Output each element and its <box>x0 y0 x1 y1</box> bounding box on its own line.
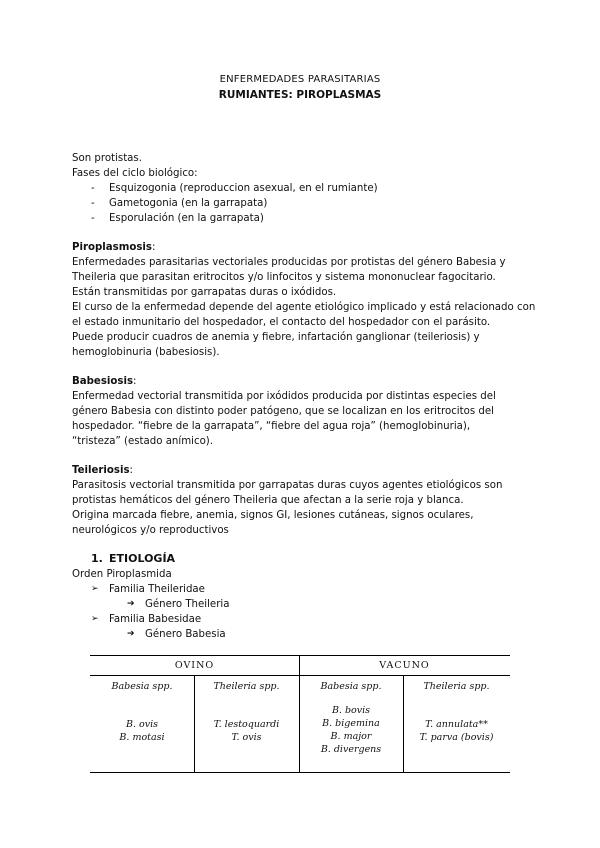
table-cell: T. lestoquardi <box>213 719 280 730</box>
piroplasmosis-line: Theileria que parasitan eritrocitos y/o linfocitos y sistema mononuclear fagocitario. <box>72 272 496 283</box>
piroplasmosis-line: hemoglobinuria (babesiosis). <box>72 347 220 358</box>
phase-item: Esquizogonia (reproduccion asexual, en el rumiante) <box>109 183 378 194</box>
teileriosis-line: neurológicos y/o reproductivos <box>72 525 229 536</box>
genus-item: Género Babesia <box>145 629 226 640</box>
table-cell: B. bigemina <box>322 718 380 729</box>
genus-item: Género Theileria <box>145 599 230 610</box>
family-item: Familia Babesidae <box>109 614 202 625</box>
dash-icon: - <box>91 213 95 224</box>
section-number: 1. <box>91 552 103 565</box>
piroplasmosis-line: Enfermedades parasitarias vectoriales producidas por protistas del género Babesia y <box>72 257 506 268</box>
orden-line: Orden Piroplasmida <box>72 569 172 580</box>
table-cell: B. motasi <box>119 732 165 743</box>
teileriosis-line: protistas hemáticos del género Theileria que afectan a la serie roja y blanca. <box>72 495 464 506</box>
table-divider <box>90 675 510 676</box>
piroplasmosis-label: Piroplasmosis <box>72 242 152 253</box>
arrowhead-bullet-icon: ➢ <box>91 614 99 624</box>
intro-line-1: Son protistas. <box>72 153 142 164</box>
table-cell: T. annulata** <box>425 719 488 730</box>
babesiosis-line: “tristeza” (estado anímico). <box>72 436 214 447</box>
piroplasmosis-heading: Piroplasmosis: <box>72 242 156 253</box>
teileriosis-label: Teileriosis <box>72 465 130 476</box>
piroplasmosis-line: Están transmitidas por garrapatas duras o ixódidos. <box>72 287 337 298</box>
babesiosis-line: hospedador. “fiebre de la garrapata”, “fiebre del agua roja” (hemoglobinuria), <box>72 421 471 432</box>
babesiosis-line: Enfermedad vectorial transmitida por ixódidos producida por distintas especies del <box>72 391 496 402</box>
intro-line-2: Fases del ciclo biológico: <box>72 168 198 179</box>
table-cell: B. divergens <box>320 744 382 755</box>
table-group-header-ovino: OVINO <box>174 660 215 671</box>
table-cell: T. parva (bovis) <box>419 732 494 743</box>
teileriosis-line: Parasitosis vectorial transmitida por garrapatas duras cuyos agentes etiológicos son <box>72 480 503 491</box>
right-arrow-icon: ➔ <box>127 599 135 609</box>
babesiosis-label: Babesiosis <box>72 376 134 387</box>
babesiosis-heading: Babesiosis: <box>72 376 137 387</box>
dash-icon: - <box>91 183 95 194</box>
doc-subtitle: RUMIANTES: PIROPLASMAS <box>218 89 382 101</box>
table-subheader: Babesia spp. <box>111 681 173 692</box>
dash-icon: - <box>91 198 95 209</box>
family-item: Familia Theileridae <box>109 584 205 595</box>
phase-item: Gametogonia (en la garrapata) <box>109 198 268 209</box>
piroplasmosis-line: Puede producir cuadros de anemia y fiebre, infartación ganglionar (teileriosis) y <box>72 332 480 343</box>
table-subheader: Theileria spp. <box>423 681 490 692</box>
species-table <box>90 655 510 773</box>
arrowhead-bullet-icon: ➢ <box>91 584 99 594</box>
piroplasmosis-line: el estado inmunitario del hospedador, el contacto del hospedador con el parásito. <box>72 317 491 328</box>
table-cell: B. bovis <box>331 705 371 716</box>
table-subheader: Babesia spp. <box>320 681 382 692</box>
teileriosis-heading: Teileriosis: <box>72 465 133 476</box>
table-subheader: Theileria spp. <box>213 681 280 692</box>
piroplasmosis-line: El curso de la enfermedad depende del agente etiológico implicado y está relacionado con <box>72 302 536 313</box>
doc-title: ENFERMEDADES PARASITARIAS <box>219 74 381 85</box>
table-cell: B. ovis <box>125 719 159 730</box>
section-heading-etiologia: ETIOLOGÍA <box>109 552 176 565</box>
teileriosis-line: Origina marcada fiebre, anemia, signos GI, lesiones cutáneas, signos oculares, <box>72 510 474 521</box>
table-cell: T. ovis <box>231 732 262 743</box>
table-cell: B. major <box>330 731 372 742</box>
table-group-header-vacuno: VACUNO <box>379 660 430 671</box>
phase-item: Esporulación (en la garrapata) <box>109 213 264 224</box>
right-arrow-icon: ➔ <box>127 629 135 639</box>
babesiosis-line: género Babesia con distinto poder patógeno, que se localizan en los eritrocitos del <box>72 406 494 417</box>
